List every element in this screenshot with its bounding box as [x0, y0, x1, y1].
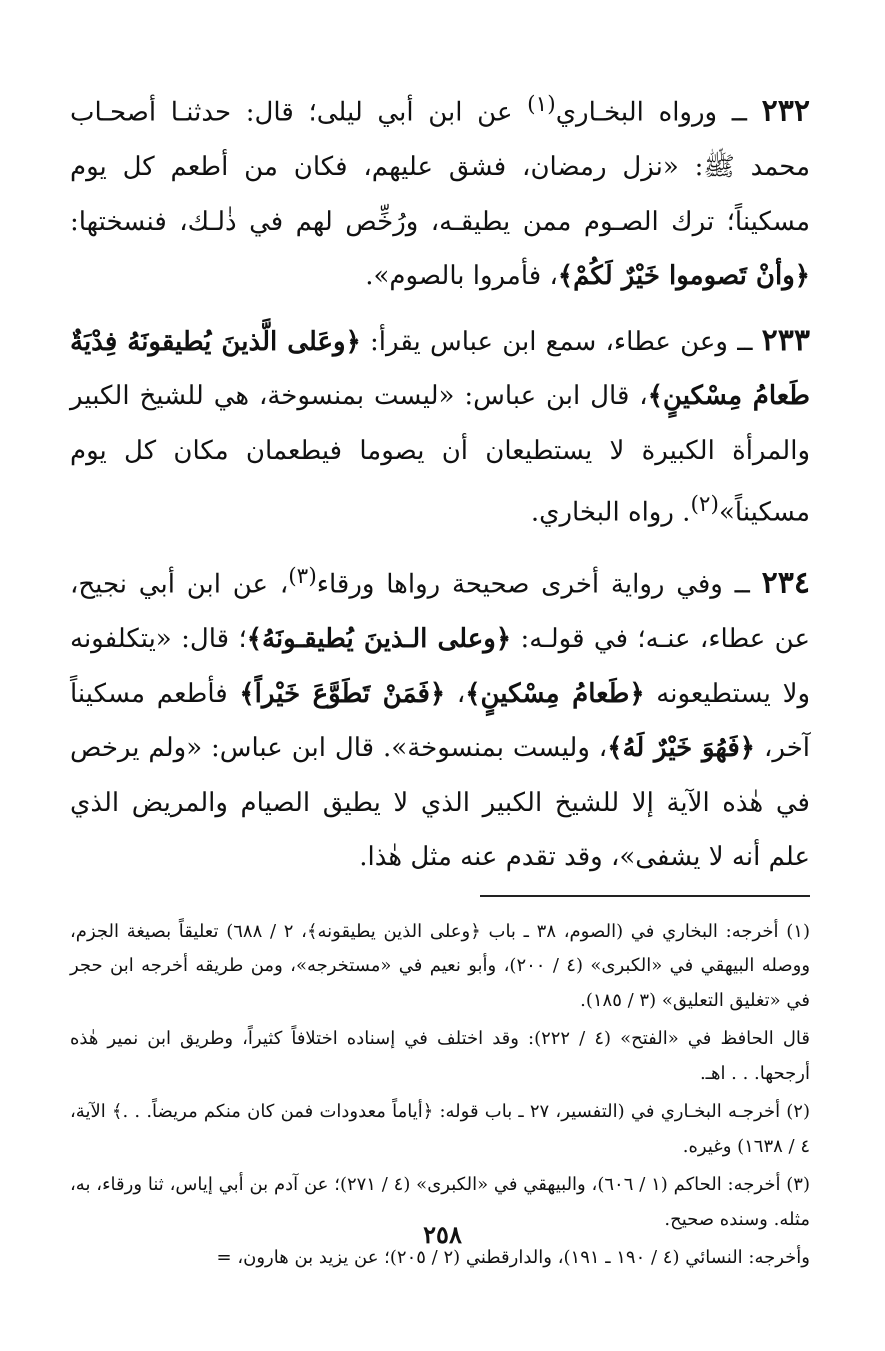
text: ــ وفي رواية أخرى صحيحة رواها ورقاء [316, 569, 762, 600]
footnote-ref[interactable]: (٢) [690, 492, 719, 518]
text: ، فأمروا بالصوم». [365, 261, 558, 292]
quran-quote: ﴿فَهُوَ خَيْرٌ لَهُ﴾ [607, 733, 756, 764]
text: فأطعم مسكيناً آخر، [70, 678, 810, 764]
text: ، قال ابن عباس: «ليست بمنسوخة، هي للشيخ الكبير والمرأة الكبيرة لا يستطيعان أن يصوما فيطعمان مكان كل يوم مسكيناً» [70, 381, 810, 528]
text: ــ ورواه البخـاري [555, 97, 762, 128]
page-body [70, 78, 810, 1280]
hadith-number: ٢٣٤ [761, 565, 810, 601]
footnote-2: (٢) أخرجـه البخـاري في (التفسير، ٢٧ ـ باب قوله: ﴿أياماً معدودات فمن كان منكم مريضاً. . .﴾ الآية، ٤ / ١٦٣٨) وغيره. [70, 1101, 810, 1157]
footnote-1: (١) أخرجه: البخاري في (الصوم، ٣٨ ـ باب ﴿وعلى الذين يطيقونه﴾، ٢ / ٦٨٨) تعليقاً بصيغة الجزم، ووصله البيهقي في «الكبرى» (٤ / ٢٠٠)، وأبو نعيم في «مستخرجه»، ومن طريقه أخرجه ابن حجر في «تغليق التعليق» (٣ / ١٨٥). [70, 920, 811, 1011]
quran-quote: ﴿وأنْ تَصوموا خَيْرٌ لَكُمْ﴾ [557, 261, 810, 292]
footnote-1-continued: قال الحافظ في «الفتح» (٤ / ٢٢٢): وقد اختلف في إسناده اختلافاً كثيراً، وطريق ابن نمير هٰذه أرجحها. . . اهـ. [70, 1028, 810, 1084]
paragraph-232 [70, 78, 810, 304]
text: عن ابن أبي ليلى؛ قال: حدثنـا أصحـاب محمد ﷺ: «نزل رمضان، فشق عليهم، فكان من أطعم كل يوم مسكيناً؛ ترك الصـوم ممن يطيقـه، ورُخِّص لهم في ذٰلـك، فنسختها: [70, 97, 810, 237]
paragraph-234 [70, 550, 810, 885]
paragraph-233 [70, 314, 810, 541]
footnote-ref[interactable]: (٣) [288, 564, 317, 590]
quran-quote: ﴿فَمَنْ تَطَوَّعَ خَيْراً﴾ [239, 678, 446, 709]
footnote-separator [480, 895, 810, 897]
footnote-3: (٣) أخرجه: الحاكم (١ / ٦٠٦)، والبيهقي في «الكبرى» (٤ / ٢٧١)؛ عن آدم بن أبي إياس، ثنا ورقاء، به، مثله. وسنده صحيح. [70, 1174, 810, 1230]
page-number: ٢٥٨ [423, 1220, 462, 1249]
footnote-ref[interactable]: (١) [527, 92, 556, 117]
text: . رواه البخاري. [530, 497, 691, 528]
continuation-mark: = [216, 1247, 232, 1269]
footnote-text: وأخرجه: النسائي (٤ / ١٩٠ ـ ١٩١)، والدارقطني (٢ / ٢٠٥)؛ عن يزيد بن هارون، [237, 1247, 810, 1269]
text: ، عن ابن أبي نجيح، عن عطاء، عنـه؛ في قولـه: [70, 569, 810, 655]
quran-quote: ﴿طَعامُ مِسْكينٍ﴾ [465, 678, 645, 709]
text: ــ وعن عطاء، سمع ابن عباس يقرأ: [360, 326, 762, 357]
hadith-number: ٢٣٢ [761, 93, 811, 129]
hadith-number: ٢٣٣ [761, 322, 810, 358]
text: ، وليست بمنسوخة». قال ابن عباس: «ولم يرخص في هٰذه الآية إلا للشيخ الكبير الذي لا يطيق الصيام والمريض الذي علم أنه لا يشفى»، وقد تقدم عنه مثل هٰذا. [70, 733, 810, 873]
text: ؛ قال: «يتكلفونه ولا يستطيعونه [70, 624, 811, 709]
quran-quote: ﴿وعَلى الَّذينَ يُطيقونَهُ فِدْيَةٌ طَعامُ مِسْكينٍ﴾ [70, 326, 810, 412]
quran-quote: ﴿وعلى الـذينَ يُطيقـونَهُ﴾ [246, 624, 512, 655]
text: ، [445, 678, 466, 709]
